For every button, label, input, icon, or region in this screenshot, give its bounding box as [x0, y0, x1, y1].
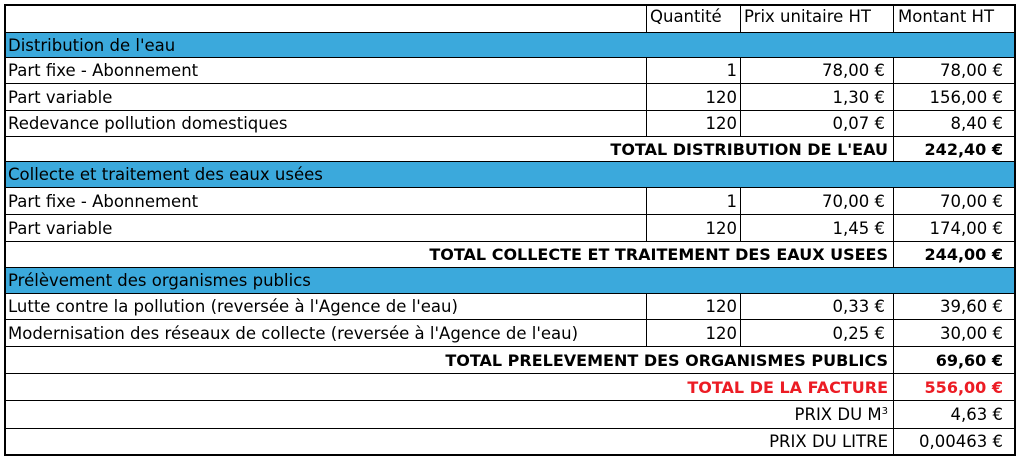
line-label: Part variable	[8, 218, 113, 238]
table-row	[6, 319, 1014, 346]
section-title: Prélèvement des organismes publics	[8, 271, 311, 290]
line-quantity: 120	[646, 294, 740, 319]
section-total-row	[6, 136, 1014, 161]
section-total-amount: 244,00 €	[893, 242, 1014, 267]
section-total-row	[6, 241, 1014, 267]
section-header-row	[6, 161, 1014, 187]
section-header-row	[6, 32, 1014, 57]
table-row	[6, 187, 1014, 214]
line-amount: 174,00 €	[893, 215, 1014, 241]
header-quantity: Quantité	[646, 6, 740, 32]
line-amount: 156,00 €	[893, 84, 1014, 110]
line-quantity: 120	[646, 111, 740, 136]
line-unit-price: 0,07 €	[740, 111, 893, 136]
section-total-amount: 69,60 €	[893, 347, 1014, 373]
line-quantity: 120	[646, 215, 740, 241]
header-unit-price: Prix unitaire HT	[740, 6, 893, 32]
line-label: Lutte contre la pollution (reversée à l'Agence de l'eau)	[8, 297, 458, 316]
line-unit-price: 1,45 €	[740, 215, 893, 241]
invoice-total-row	[6, 373, 1014, 400]
price-per-m3-amount: 4,63 €	[893, 401, 1014, 428]
section-header-row	[6, 267, 1014, 293]
line-amount: 78,00 €	[893, 58, 1014, 83]
line-label: Part variable	[8, 87, 113, 107]
table-row	[6, 57, 1014, 83]
price-per-m3-label-cell	[6, 401, 893, 428]
line-amount: 8,40 €	[893, 111, 1014, 136]
header-blank-cell	[6, 6, 646, 32]
section-total-label: TOTAL PRELEVEMENT DES ORGANISMES PUBLICS	[445, 350, 888, 370]
table-row	[6, 214, 1014, 241]
table-row	[6, 83, 1014, 110]
line-unit-price: 0,25 €	[740, 320, 893, 346]
line-amount: 39,60 €	[893, 294, 1014, 319]
line-quantity: 1	[646, 188, 740, 214]
section-title: Collecte et traitement des eaux usées	[8, 165, 323, 184]
section-total-row	[6, 346, 1014, 373]
invoice-total-amount: 556,00 €	[893, 374, 1014, 400]
section-total-label: TOTAL DISTRIBUTION DE L'EAU	[610, 139, 888, 159]
line-unit-price: 1,30 €	[740, 84, 893, 110]
line-label: Redevance pollution domestiques	[8, 114, 288, 133]
line-label: Modernisation des réseaux de collecte (reversée à l'Agence de l'eau)	[8, 323, 579, 343]
price-per-m3-superscript: 3	[881, 406, 888, 417]
table-row	[6, 110, 1014, 136]
table-header-row	[6, 6, 1014, 32]
price-per-m3-row	[6, 400, 1014, 428]
section-title: Distribution de l'eau	[8, 35, 176, 55]
line-quantity: 120	[646, 320, 740, 346]
line-quantity: 120	[646, 84, 740, 110]
price-per-m3-label: PRIX DU M	[794, 405, 882, 424]
line-unit-price: 78,00 €	[740, 58, 893, 83]
header-amount: Montant HT	[893, 6, 1014, 32]
price-per-m3-label-group	[795, 405, 888, 424]
line-label: Part fixe - Abonnement	[8, 191, 199, 211]
section-total-amount: 242,40 €	[893, 137, 1014, 161]
line-label: Part fixe - Abonnement	[8, 61, 199, 80]
line-unit-price: 0,33 €	[740, 294, 893, 319]
section-total-label: TOTAL COLLECTE ET TRAITEMENT DES EAUX USEES	[429, 245, 888, 264]
table-row	[6, 293, 1014, 319]
price-per-litre-row	[6, 428, 1014, 454]
line-amount: 70,00 €	[893, 188, 1014, 214]
invoice-total-label: TOTAL DE LA FACTURE	[687, 377, 888, 397]
price-per-litre-amount: 0,00463 €	[893, 429, 1014, 454]
line-amount: 30,00 €	[893, 320, 1014, 346]
line-quantity: 1	[646, 58, 740, 83]
price-per-litre-label: PRIX DU LITRE	[769, 432, 888, 451]
line-unit-price: 70,00 €	[740, 188, 893, 214]
invoice-table	[4, 4, 1016, 456]
